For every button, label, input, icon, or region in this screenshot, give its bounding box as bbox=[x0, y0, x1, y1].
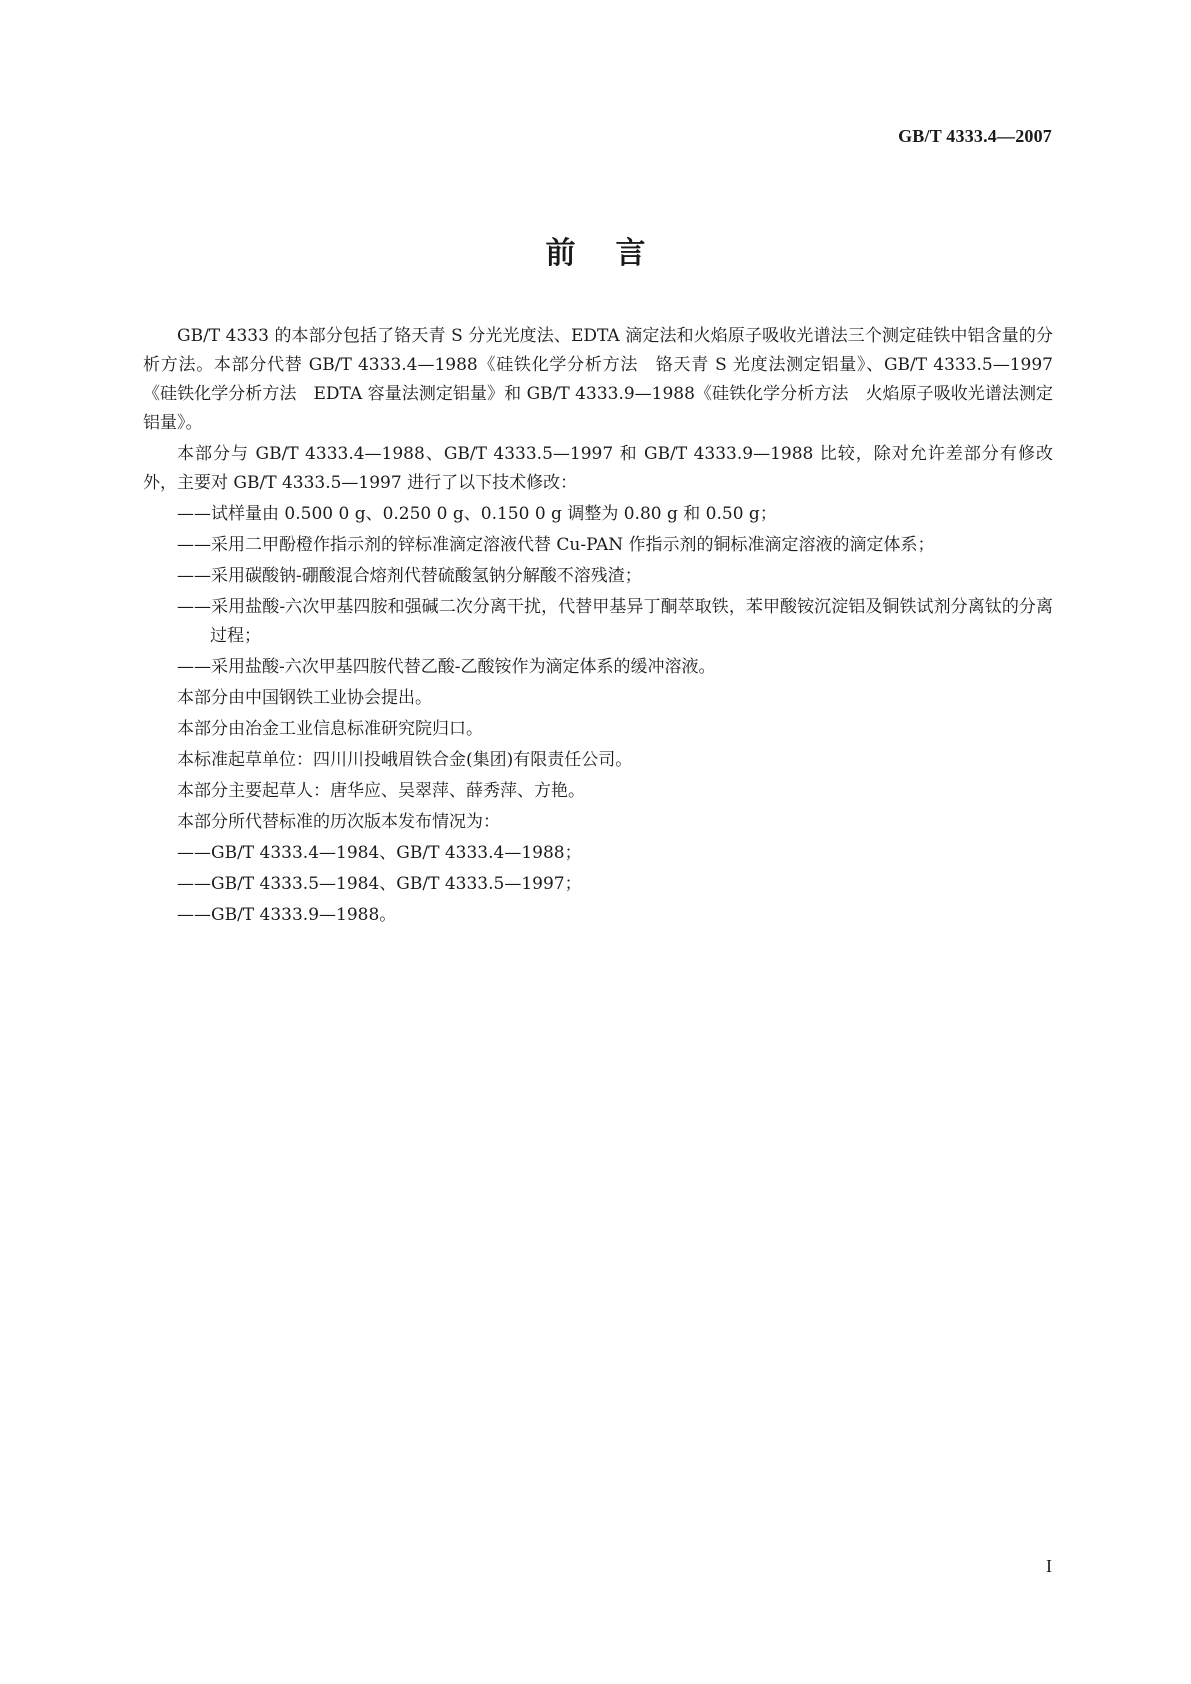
intro-paragraph: GB/T 4333 的本部分包括了铬天青 S 分光光度法、EDTA 滴定法和火焰原子吸收光谱法三个测定硅铁中铝含量的分析方法。本部分代替 GB/T 4333.4—1988《硅铁化学分析方法 铬天青 S 光度法测定铝量》、GB/T 4333.5—1997《硅铁化学分析方法 EDTA 容量法测定铝量》和 GB/T 4333.9—1988《硅铁化学分析方法 火焰原子吸收光谱法测定铝量》。 bbox=[143, 326, 1053, 433]
standard-code: GB/T 4333.4—2007 bbox=[898, 126, 1052, 146]
drafters-statement: 本部分主要起草人：唐华应、吴翠萍、薛秀萍、方艳。 bbox=[177, 781, 585, 801]
history-item: ——GB/T 4333.9—1988。 bbox=[177, 905, 397, 925]
centralized-by-statement: 本部分由冶金工业信息标准研究院归口。 bbox=[177, 719, 483, 739]
history-intro: 本部分所代替标准的历次版本发布情况为： bbox=[177, 812, 500, 832]
modification-item: ——采用二甲酚橙作指示剂的锌标准滴定溶液代替 Cu-PAN 作指示剂的铜标准滴定溶液的滴定体系； bbox=[177, 535, 935, 555]
document-body bbox=[143, 322, 1053, 932]
modification-item: ——采用碳酸钠-硼酸混合熔剂代替硫酸氢钠分解酸不溶残渣； bbox=[177, 566, 642, 586]
page-title: 前言 bbox=[545, 236, 686, 271]
modification-item: ——试样量由 0.500 0 g、0.250 0 g、0.150 0 g 调整为 0.80 g 和 0.50 g； bbox=[177, 504, 777, 524]
history-item: ——GB/T 4333.4—1984、GB/T 4333.4—1988； bbox=[177, 843, 582, 863]
page-number: I bbox=[1046, 1556, 1052, 1576]
modification-item: ——采用盐酸-六次甲基四胺和强碱二次分离干扰，代替甲基异丁酮萃取铁，苯甲酸铵沉淀铝及铜铁试剂分离钛的分离过程； bbox=[177, 597, 1053, 646]
drafting-unit-statement: 本标准起草单位：四川川投峨眉铁合金(集团)有限责任公司。 bbox=[177, 750, 633, 770]
modification-item: ——采用盐酸-六次甲基四胺代替乙酸-乙酸铵作为滴定体系的缓冲溶液。 bbox=[177, 657, 716, 677]
comparison-paragraph: 本部分与 GB/T 4333.4—1988、GB/T 4333.5—1997 和 GB/T 4333.9—1988 比较，除对允许差部分有修改外，主要对 GB/T 4333.5—1997 进行了以下技术修改： bbox=[143, 444, 1053, 493]
history-item: ——GB/T 4333.5—1984、GB/T 4333.5—1997； bbox=[177, 874, 582, 894]
proposed-by-statement: 本部分由中国钢铁工业协会提出。 bbox=[177, 688, 432, 708]
